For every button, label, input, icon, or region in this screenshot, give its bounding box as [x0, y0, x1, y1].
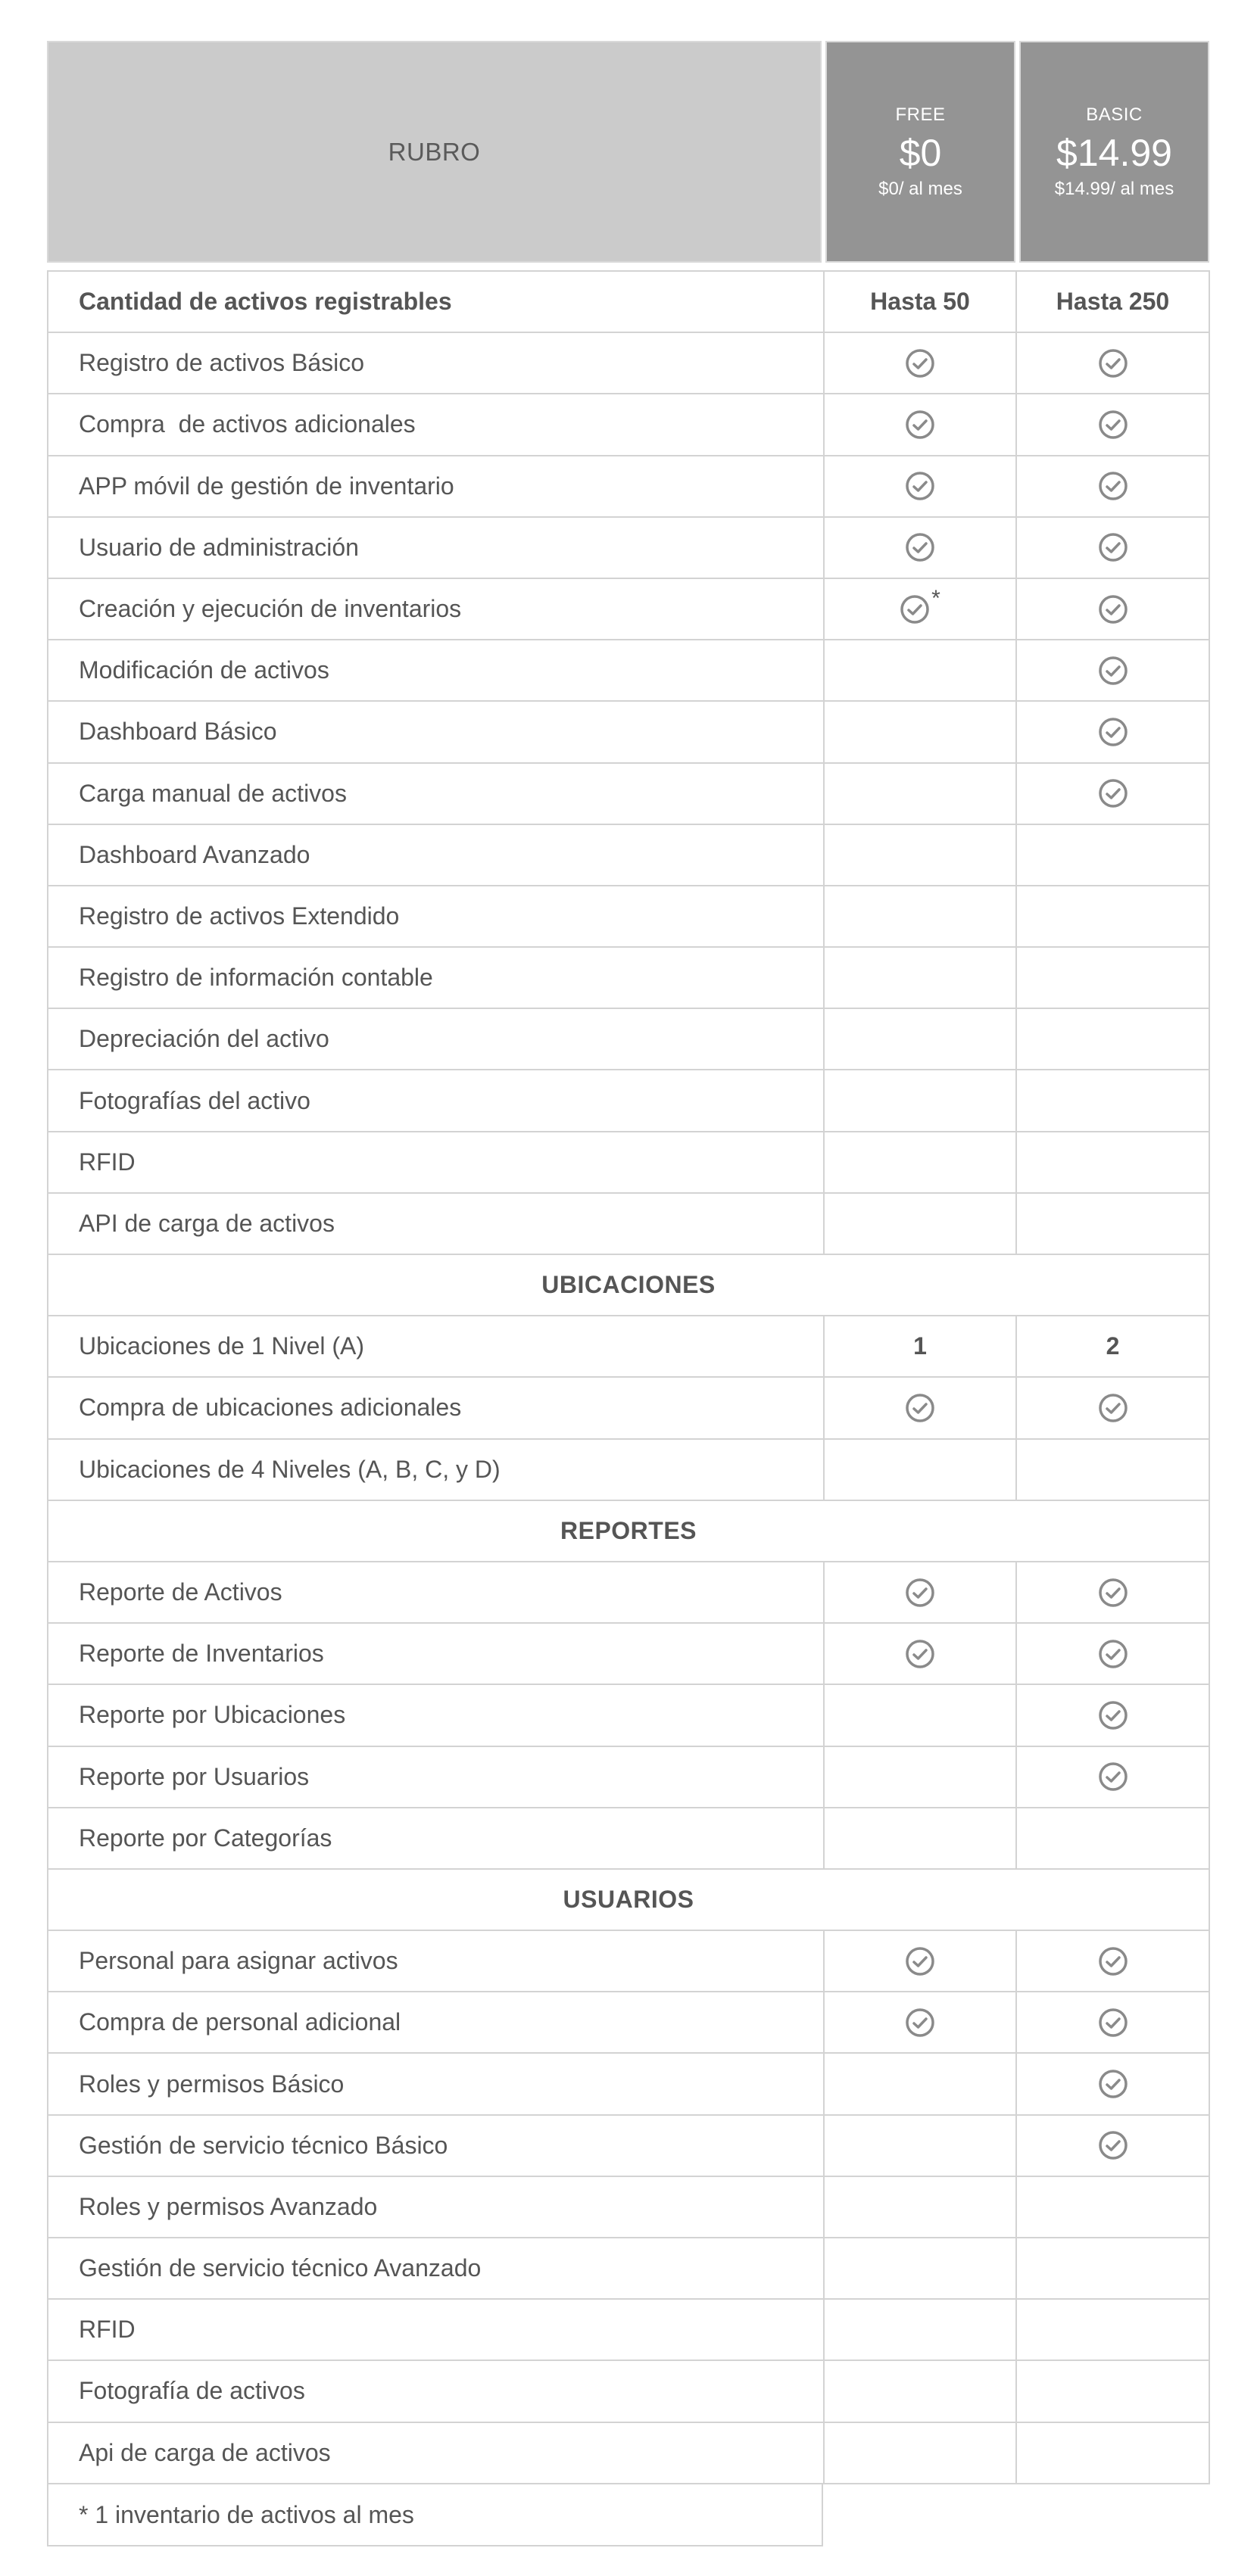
cell-basic: [1017, 948, 1209, 1008]
table-row: [48, 1440, 1209, 1501]
feature-label: APP móvil de gestión de inventario: [48, 456, 825, 516]
feature-label: Dashboard Básico: [48, 702, 825, 762]
cell-basic: [1017, 2423, 1209, 2483]
check-circle-icon: [1098, 778, 1128, 808]
check-circle-icon: [1098, 1700, 1128, 1730]
cell-basic: [1017, 1132, 1209, 1192]
table-row: [48, 1992, 1209, 2054]
feature-label: Roles y permisos Avanzado: [48, 2177, 825, 2237]
footnote-asterisk: *: [931, 585, 940, 611]
feature-label: Registro de activos Extendido: [48, 886, 825, 946]
check-circle-icon: [905, 1393, 935, 1423]
cell-free: [825, 1132, 1017, 1192]
feature-label: Modificación de activos: [48, 640, 825, 700]
cell-free: [825, 2423, 1017, 2483]
check-circle-icon: [905, 471, 935, 501]
cell-free: [825, 518, 1017, 578]
feature-label: API de carga de activos: [48, 1194, 825, 1254]
table-row: [48, 640, 1209, 702]
cell-basic: [1017, 702, 1209, 762]
feature-label: Reporte por Categorías: [48, 1808, 825, 1868]
check-circle-icon: [905, 2008, 935, 2038]
section-header-ubicaciones: [48, 1255, 1209, 1316]
cell-basic: [1017, 2361, 1209, 2421]
table-row: [48, 2361, 1209, 2422]
cell-basic: [1017, 2116, 1209, 2176]
pricing-header: [47, 41, 1210, 263]
table-row: [48, 1070, 1209, 1132]
table-row: [48, 2423, 1209, 2484]
cell-free: [825, 1747, 1017, 1807]
cell-basic: [1017, 1624, 1209, 1684]
cell-free: [825, 1808, 1017, 1868]
plan-price: $14.99: [1056, 131, 1172, 174]
feature-label: Carga manual de activos: [48, 764, 825, 824]
plan-value: Hasta 50: [870, 288, 970, 316]
feature-label: Compra de personal adicional: [48, 1992, 825, 2052]
feature-label: Cantidad de activos registrables: [48, 272, 825, 332]
cell-free: [825, 1316, 1017, 1376]
table-row: [48, 886, 1209, 948]
cell-basic: [1017, 579, 1209, 639]
cell-basic: [1017, 1194, 1209, 1254]
table-row: [48, 579, 1209, 640]
check-circle-icon: [1098, 1761, 1128, 1792]
feature-label: Personal para asignar activos: [48, 1931, 825, 1991]
section-header-usuarios: [48, 1870, 1209, 1931]
check-circle-icon: [1098, 348, 1128, 378]
cell-basic: [1017, 1562, 1209, 1622]
feature-label: Compra de ubicaciones adicionales: [48, 1378, 825, 1438]
table-row: [48, 1316, 1209, 1378]
feature-label: Fotografía de activos: [48, 2361, 825, 2421]
check-circle-icon: [905, 410, 935, 440]
cell-basic: [1017, 640, 1209, 700]
cell-free: [825, 886, 1017, 946]
plan-header-free: [825, 41, 1015, 263]
cell-free: [825, 394, 1017, 454]
cell-basic: [1017, 2300, 1209, 2360]
footnote-row: [47, 2484, 1210, 2546]
check-circle-icon: [1098, 2069, 1128, 2099]
table-row: [48, 1194, 1209, 1255]
cell-basic: [1017, 1747, 1209, 1807]
feature-label: Registro de activos Básico: [48, 333, 825, 393]
check-circle-icon: [905, 1639, 935, 1669]
feature-label: Gestión de servicio técnico Básico: [48, 2116, 825, 2176]
table-row: [48, 1685, 1209, 1746]
cell-basic: [1017, 518, 1209, 578]
cell-basic: [1017, 1685, 1209, 1745]
footnote-section: [47, 2484, 1210, 2546]
feature-label: Ubicaciones de 1 Nivel (A): [48, 1316, 825, 1376]
table-row: [48, 2238, 1209, 2300]
cell-free: [825, 2177, 1017, 2237]
feature-label: Creación y ejecución de inventarios: [48, 579, 825, 639]
check-circle-icon: [1098, 717, 1128, 747]
feature-label: RFID: [48, 1132, 825, 1192]
plan-header-basic: [1019, 41, 1209, 263]
table-row: [48, 272, 1209, 333]
table-row: [48, 1009, 1209, 1070]
cell-free: [825, 456, 1017, 516]
check-circle-icon: [905, 1946, 935, 1976]
table-row: [48, 1931, 1209, 1992]
cell-free: [825, 2361, 1017, 2421]
cell-basic: [1017, 2238, 1209, 2298]
table-row: [48, 456, 1209, 518]
cell-basic: [1017, 394, 1209, 454]
cell-free: [825, 702, 1017, 762]
plan-period: $0/ al mes: [878, 178, 962, 199]
rubro-header: [47, 41, 822, 263]
feature-label: Reporte por Ubicaciones: [48, 1685, 825, 1745]
footnote-text: * 1 inventario de activos al mes: [47, 2484, 823, 2546]
rubro-label: RUBRO: [388, 137, 481, 166]
cell-basic: [1017, 1070, 1209, 1130]
feature-label: Ubicaciones de 4 Niveles (A, B, C, y D): [48, 1440, 825, 1500]
table-row: [48, 825, 1209, 886]
feature-comparison-table: [47, 270, 1210, 2484]
feature-label: Fotografías del activo: [48, 1070, 825, 1130]
cell-free: [825, 1624, 1017, 1684]
section-title: UBICACIONES: [541, 1271, 716, 1299]
check-circle-icon: [1098, 1946, 1128, 1976]
cell-basic: [1017, 1316, 1209, 1376]
check-circle-icon: [1098, 2008, 1128, 2038]
feature-label: Gestión de servicio técnico Avanzado: [48, 2238, 825, 2298]
check-circle-icon: [905, 532, 935, 562]
cell-basic: [1017, 1931, 1209, 1991]
cell-basic: [1017, 333, 1209, 393]
check-circle-icon: [1098, 532, 1128, 562]
cell-free: [825, 1378, 1017, 1438]
feature-label: Reporte por Usuarios: [48, 1747, 825, 1807]
table-row: [48, 2116, 1209, 2177]
table-row: [48, 2177, 1209, 2238]
table-row: [48, 1747, 1209, 1808]
plan-name: BASIC: [1086, 104, 1143, 125]
cell-free: [825, 1009, 1017, 1069]
plan-value: Hasta 250: [1056, 288, 1170, 316]
check-circle-icon: [1098, 1578, 1128, 1608]
section-header-reportes: [48, 1501, 1209, 1562]
check-circle-icon: [1098, 1639, 1128, 1669]
cell-basic: [1017, 1378, 1209, 1438]
table-row: [48, 1624, 1209, 1685]
cell-basic: [1017, 886, 1209, 946]
cell-free: [825, 1194, 1017, 1254]
cell-free: [825, 2054, 1017, 2113]
cell-free: [825, 1070, 1017, 1130]
feature-label: Compra de activos adicionales: [48, 394, 825, 454]
cell-free: [825, 2238, 1017, 2298]
plan-value: 1: [913, 1332, 927, 1360]
cell-free: [825, 333, 1017, 393]
cell-free: [825, 2300, 1017, 2360]
feature-label: Reporte de Inventarios: [48, 1624, 825, 1684]
check-circle-icon: [1098, 410, 1128, 440]
cell-free: [825, 272, 1017, 332]
cell-basic: [1017, 1009, 1209, 1069]
plan-value: 2: [1106, 1332, 1120, 1360]
cell-basic: [1017, 1808, 1209, 1868]
cell-basic: [1017, 2054, 1209, 2113]
table-row: [48, 2054, 1209, 2115]
table-row: [48, 333, 1209, 394]
check-circle-icon: [905, 348, 935, 378]
plan-price: $0: [899, 131, 942, 174]
plan-period: $14.99/ al mes: [1054, 178, 1174, 199]
table-row: [48, 1378, 1209, 1439]
table-row: [48, 764, 1209, 825]
check-circle-icon: [905, 1578, 935, 1608]
cell-free: [825, 640, 1017, 700]
check-circle-icon: [900, 594, 930, 625]
feature-label: RFID: [48, 2300, 825, 2360]
table-row: [48, 2300, 1209, 2361]
check-circle-icon: [1098, 2130, 1128, 2160]
feature-label: Usuario de administración: [48, 518, 825, 578]
plan-name: FREE: [895, 104, 946, 125]
table-row: [48, 702, 1209, 763]
table-row: [48, 518, 1209, 579]
section-title: USUARIOS: [563, 1885, 694, 1913]
cell-free: [825, 764, 1017, 824]
cell-basic: [1017, 456, 1209, 516]
feature-label: Roles y permisos Básico: [48, 2054, 825, 2113]
feature-label: Registro de información contable: [48, 948, 825, 1008]
feature-label: Api de carga de activos: [48, 2423, 825, 2483]
table-row: [48, 1562, 1209, 1624]
check-circle-icon: [1098, 656, 1128, 686]
cell-free: [825, 1992, 1017, 2052]
cell-free: [825, 1562, 1017, 1622]
feature-label: Reporte de Activos: [48, 1562, 825, 1622]
cell-basic: [1017, 764, 1209, 824]
cell-free: [825, 948, 1017, 1008]
section-title: REPORTES: [560, 1516, 697, 1544]
cell-basic: [1017, 825, 1209, 885]
cell-free: [825, 1440, 1017, 1500]
check-circle-icon: [1098, 594, 1128, 625]
cell-basic: [1017, 2177, 1209, 2237]
cell-basic: [1017, 272, 1209, 332]
cell-free: [825, 2116, 1017, 2176]
cell-free: [825, 825, 1017, 885]
table-row: [48, 1808, 1209, 1870]
check-circle-icon: [1098, 471, 1128, 501]
feature-label: Depreciación del activo: [48, 1009, 825, 1069]
check-circle-icon: [1098, 1393, 1128, 1423]
feature-label: Dashboard Avanzado: [48, 825, 825, 885]
cell-basic: [1017, 1992, 1209, 2052]
cell-basic: [1017, 1440, 1209, 1500]
cell-free: [825, 579, 1017, 639]
table-row: [48, 1132, 1209, 1194]
cell-free: [825, 1931, 1017, 1991]
table-row: [48, 394, 1209, 456]
cell-free: [825, 1685, 1017, 1745]
table-row: [48, 948, 1209, 1009]
